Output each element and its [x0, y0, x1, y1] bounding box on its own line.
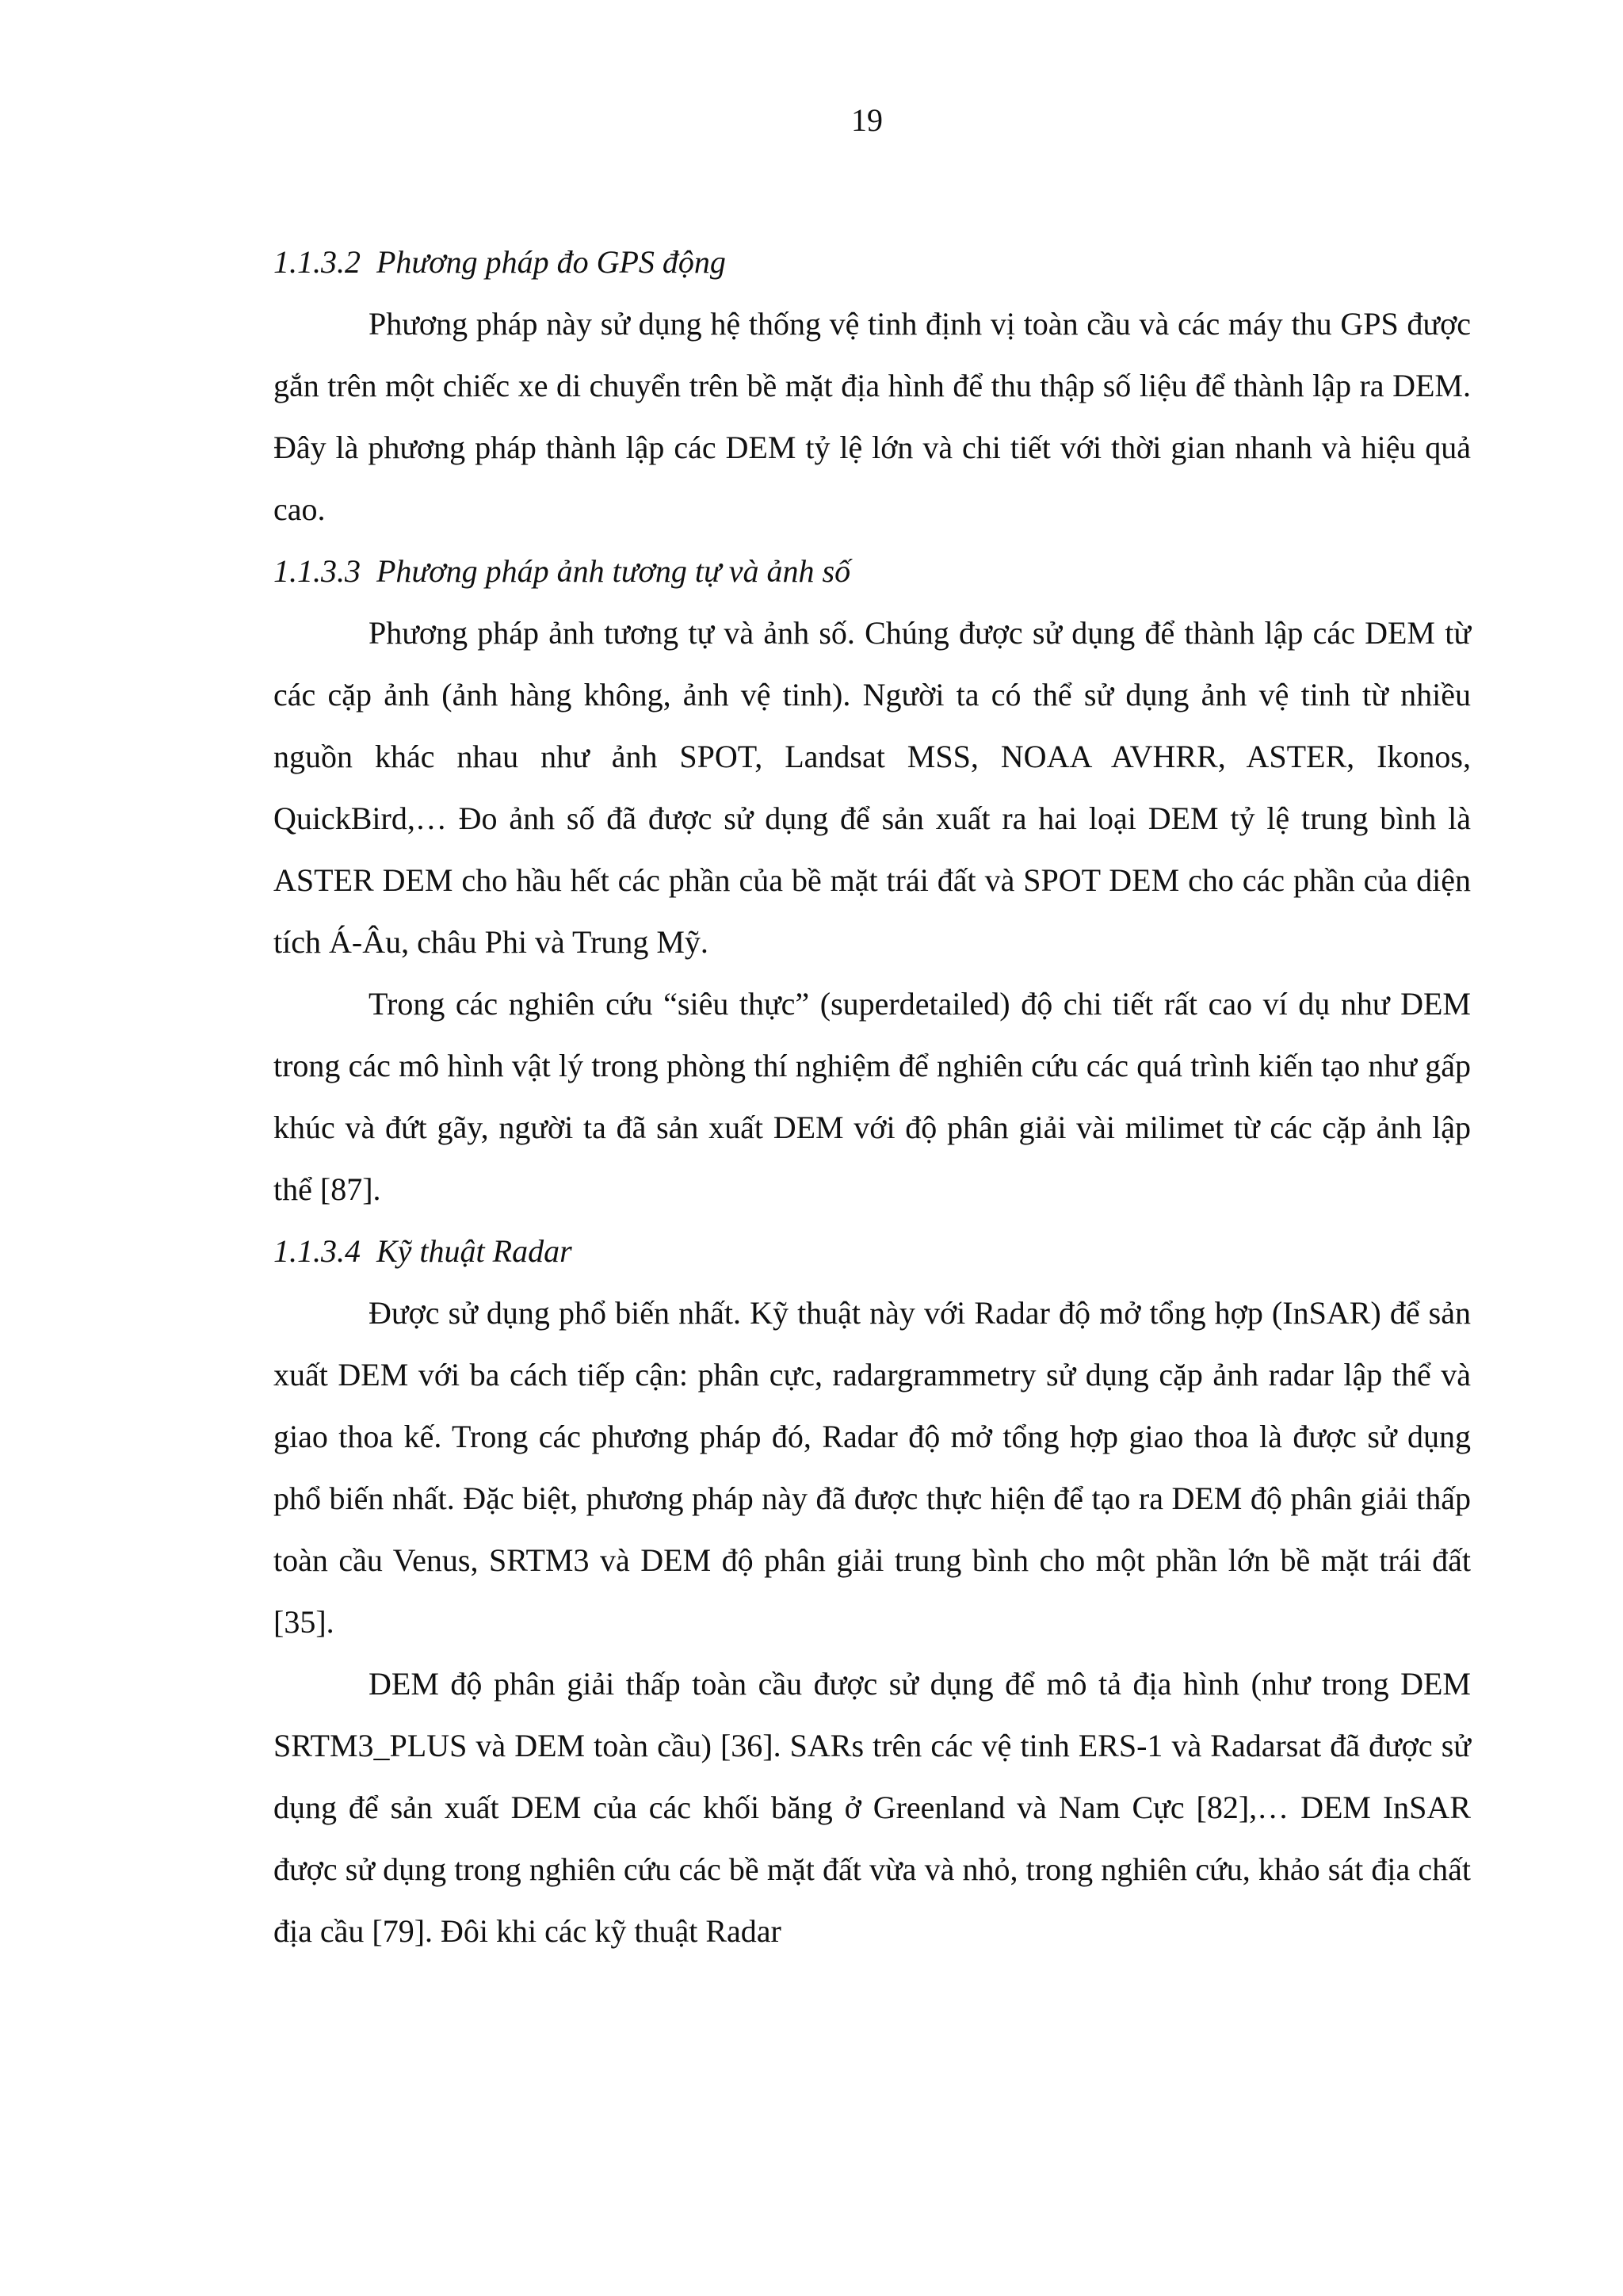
paragraph: Phương pháp ảnh tương tự và ảnh số. Chúng được sử dụng để thành lập các DEM từ các cặp ảnh (ảnh hàng không, ảnh vệ tinh). Người ta có thể sử dụng ảnh vệ tinh từ nhiều nguồn khác nhau như ảnh SPOT, Landsat MSS, NOAA AVHRR, ASTER, Ikonos, QuickBird,… Đo ảnh số đã được sử dụng để sản xuất ra hai loại DEM tỷ lệ trung bình là ASTER DEM cho hầu hết các phần của bề mặt trái đất và SPOT DEM cho các phần của diện tích Á-Âu, châu Phi và Trung Mỹ.	[273, 615, 1471, 960]
page-number: 19	[851, 102, 883, 138]
section-heading: 1.1.3.3 Phương pháp ảnh tương tự và ảnh số	[273, 553, 851, 589]
section-heading: 1.1.3.2 Phương pháp đo GPS động	[273, 244, 726, 280]
section-anh-tuong-tu-anh-so	[273, 541, 1471, 1221]
paragraph: DEM độ phân giải thấp toàn cầu được sử dụng để mô tả địa hình (như trong DEM SRTM3_PLUS và DEM toàn cầu) [36]. SARs trên các vệ tinh ERS-1 và Radarsat đã được sử dụng để sản xuất DEM của các khối băng ở Greenland và Nam Cực [82],… DEM InSAR được sử dụng trong nghiên cứu các bề mặt đất vừa và nhỏ, trong nghiên cứu, khảo sát địa chất địa cầu [79]. Đôi khi các kỹ thuật Radar	[273, 1666, 1471, 1949]
section-heading: 1.1.3.4 Kỹ thuật Radar	[273, 1233, 572, 1269]
section-ky-thuat-radar	[273, 1221, 1471, 1962]
section-gps-dong	[273, 231, 1471, 541]
paragraph: Được sử dụng phổ biến nhất. Kỹ thuật này với Radar độ mở tổng hợp (InSAR) để sản xuất DEM với ba cách tiếp cận: phân cực, radargrammetry sử dụng cặp ảnh radar lập thể và giao thoa kế. Trong các phương pháp đó, Radar độ mở tổng hợp giao thoa là được sử dụng phổ biến nhất. Đặc biệt, phương pháp này đã được thực hiện để tạo ra DEM độ phân giải thấp toàn cầu Venus, SRTM3 và DEM độ phân giải trung bình cho một phần lớn bề mặt trái đất [35].	[273, 1295, 1471, 1640]
paragraph: Phương pháp này sử dụng hệ thống vệ tinh định vị toàn cầu và các máy thu GPS được gắn trên một chiếc xe di chuyển trên bề mặt địa hình để thu thập số liệu để thành lập ra DEM. Đây là phương pháp thành lập các DEM tỷ lệ lớn và chi tiết với thời gian nhanh và hiệu quả cao.	[273, 306, 1471, 527]
page-body	[273, 231, 1471, 1962]
paragraph: Trong các nghiên cứu “siêu thực” (superdetailed) độ chi tiết rất cao ví dụ như DEM trong các mô hình vật lý trong phòng thí nghiệm để nghiên cứu các quá trình kiến tạo như gấp khúc và đứt gãy, người ta đã sản xuất DEM với độ phân giải vài milimet từ các cặp ảnh lập thể [87].	[273, 986, 1471, 1207]
